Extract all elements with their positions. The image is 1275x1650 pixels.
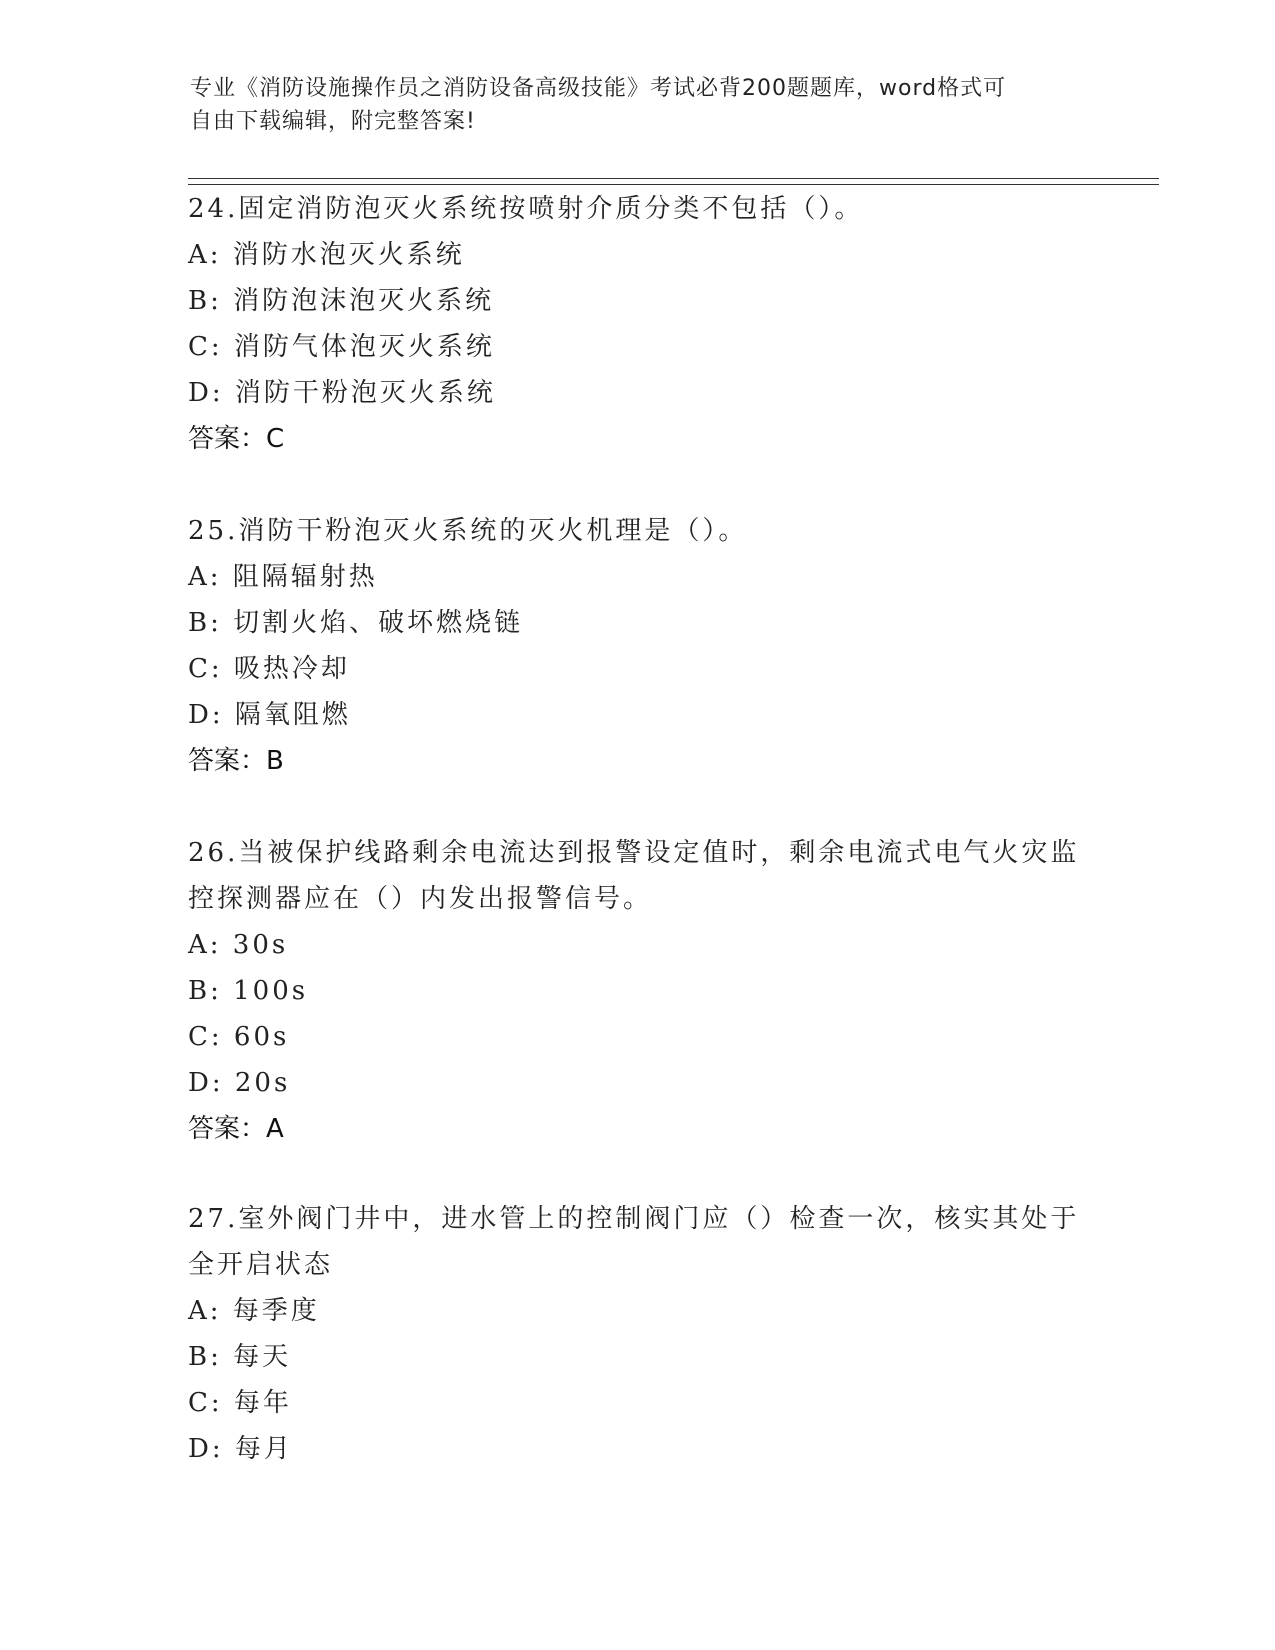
option-c: C: 吸热冷却 — [188, 654, 350, 684]
option-c: C: 消防气体泡灭火系统 — [188, 332, 495, 362]
question-title: 27.室外阀门井中，进水管上的控制阀门应（）检查一次，核实其处于 — [188, 1204, 1080, 1234]
option-a: A: 30s — [188, 930, 289, 960]
option-b: B: 每天 — [188, 1342, 292, 1372]
header-line-2: 自由下载编辑，附完整答案! — [190, 109, 476, 134]
option-b: B: 消防泡沫泡灭火系统 — [188, 286, 495, 316]
option-c: C: 每年 — [188, 1388, 292, 1418]
option-d: D: 隔氧阻燃 — [188, 700, 351, 730]
question-title: 24.固定消防泡灭火系统按喷射介质分类不包括（）。 — [188, 194, 864, 224]
option-d: D: 消防干粉泡灭火系统 — [188, 378, 496, 408]
option-a: A: 消防水泡灭火系统 — [188, 240, 465, 270]
header-divider — [188, 178, 1159, 185]
answer: 答案：B — [188, 746, 284, 776]
question-title-continued: 全开启状态 — [188, 1250, 334, 1280]
option-b: B: 100s — [188, 976, 309, 1006]
question-block — [188, 830, 1088, 1152]
option-b: B: 切割火焰、破坏燃烧链 — [188, 608, 524, 638]
option-c: C: 60s — [188, 1022, 290, 1052]
answer: 答案：A — [188, 1114, 284, 1144]
answer: 答案：C — [188, 424, 285, 454]
option-a: A: 每季度 — [188, 1296, 320, 1326]
question-block — [188, 186, 1088, 462]
question-block — [188, 508, 1088, 784]
document-header — [190, 72, 1070, 138]
question-title: 25.消防干粉泡灭火系统的灭火机理是（）。 — [188, 516, 748, 546]
question-title-continued: 控探测器应在（）内发出报警信号。 — [188, 884, 653, 914]
option-a: A: 阻隔辐射热 — [188, 562, 378, 592]
question-block — [188, 1196, 1088, 1472]
option-d: D: 每月 — [188, 1434, 293, 1464]
header-line-1: 专业《消防设施操作员之消防设备高级技能》考试必背200题题库，word格式可 — [190, 76, 1007, 101]
option-d: D: 20s — [188, 1068, 291, 1098]
question-title: 26.当被保护线路剩余电流达到报警设定值时，剩余电流式电气火灾监 — [188, 838, 1080, 868]
